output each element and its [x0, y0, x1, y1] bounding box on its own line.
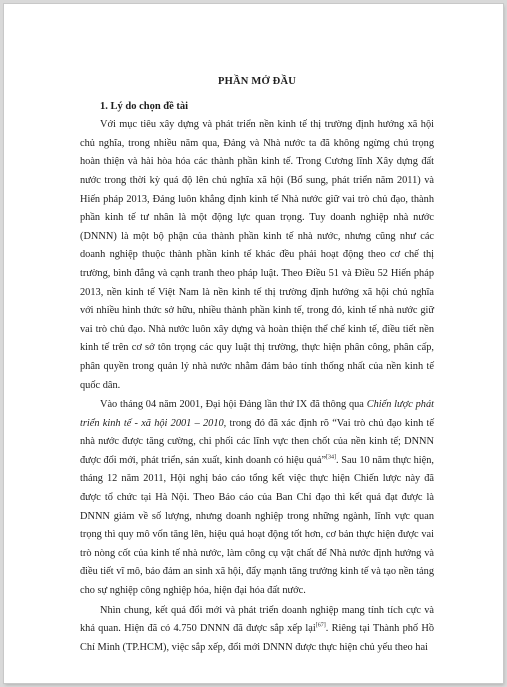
- paragraph-2-text-b: trong đó đã xác định rõ “Vai trò chủ đạo kinh tế nhà nước được tăng cường, chi phối các lĩnh vực then chốt của nền kinh tế; DNNN được đổi mới, phát triển, sản xuất, kinh doanh có hiệu quả”: [80, 417, 434, 466]
- page-title: PHẦN MỞ ĐẦU: [217, 76, 297, 87]
- paragraph-3: [80, 602, 434, 658]
- paragraph-2-text-a: Vào tháng 04 năm 2001, Đại hội Đảng lần thứ IX đã thông qua: [100, 399, 367, 411]
- paragraph-3-text-a: Nhìn chung, kết quả đổi mới và phát triển doanh nghiệp mang tính tích cực và khả quan. Hiện đã có 4.750 DNNN đã được sắp xếp lại: [80, 604, 434, 635]
- paragraph-2-text-c: . Sau 10 năm thực hiện, tháng 12 năm 2011, Hội nghị báo cáo tổng kết việc thực hiện Chiến lược này đã được tổ chức tại Hà Nội. Theo Báo cáo của Ban Chỉ đạo thì kết quả đạt được là DNNN giảm về số lượng, nhưng doanh nghiệp trong những ngành, lĩnh vực quan trọng thì quy mô vốn tăng lên, hiệu quả hoạt động tốt hơn, cơ bản thực hiện được vai trò nòng cốt của kinh tế nhà nước, làm công cụ vật chất để Nhà nước định hướng và điều tiết vĩ mô, bảo đảm an sinh xã hội, đẩy mạnh tăng trưởng kinh tế và tạo nền tảng cho sự nghiệp công nghiệp hóa, hiện đại hóa đất nước.: [80, 454, 434, 597]
- paragraph-2-italic-title: Chiến lược phát triển kinh tế - xã hội 2001 – 2010,: [80, 399, 434, 429]
- citation-ref: [34]: [326, 454, 337, 461]
- document-page: [4, 4, 503, 683]
- paragraph-2: [80, 396, 434, 601]
- paragraph-1: Với mục tiêu xây dựng và phát triển nền kinh tế thị trường định hướng xã hội chủ nghĩa, trong nhiều năm qua, Đảng và Nhà nước ta đã không ngừng chú trọng hoàn thiện và hài hòa hóa các thành phần kinh tế. Trong Cương lĩnh Xây dựng đất nước trong thời kỳ quá độ lên chủ nghĩa xã hội (Bổ sung, phát triển năm 2011) và Hiến pháp 2013, Đảng luôn khẳng định kinh tế Nhà nước giữ vai trò chủ đạo, thành phần kinh tế tư nhân là một động lực quan trọng. Tuy doanh nghiệp nhà nước (DNNN) là một bộ phận của thành phần kinh tế nhà nước, nhưng cũng như các doanh nghiệp thuộc thành phần kinh tế khác đều phải hoạt động theo cơ chế thị trường, bình đẳng và cạnh tranh theo pháp luật. Theo Điều 51 và Điều 52 Hiến pháp 2013, nền kinh tế Việt Nam là nền kinh tế thị trường định hướng xã hội chủ nghĩa với nhiều hình thức sở hữu, nhiều thành phần kinh tế, trong đó, kinh tế nhà nước giữ vai trò chủ đạo. Nhà nước luôn xây dựng và hoàn thiện thể chế kinh tế, điều tiết nền kinh tế trên cơ sở tôn trọng các quy luật thị trường, thực hiện phân công, phân cấp, phân quyền trong quản lý nhà nước nhằm đảm bảo tính thống nhất của nền kinh tế quốc dân.: [80, 119, 434, 391]
- page-content: [80, 73, 434, 657]
- paragraph-3-text-b: . Riêng tại Thành phố Hồ Chí Minh (TP.HCM), việc sắp xếp, đổi mới DNNN được thực hiện chủ yếu theo hai: [80, 623, 434, 653]
- section-heading: 1. Lý do chọn đề tài: [100, 100, 189, 112]
- citation-ref: [67]: [315, 622, 326, 629]
